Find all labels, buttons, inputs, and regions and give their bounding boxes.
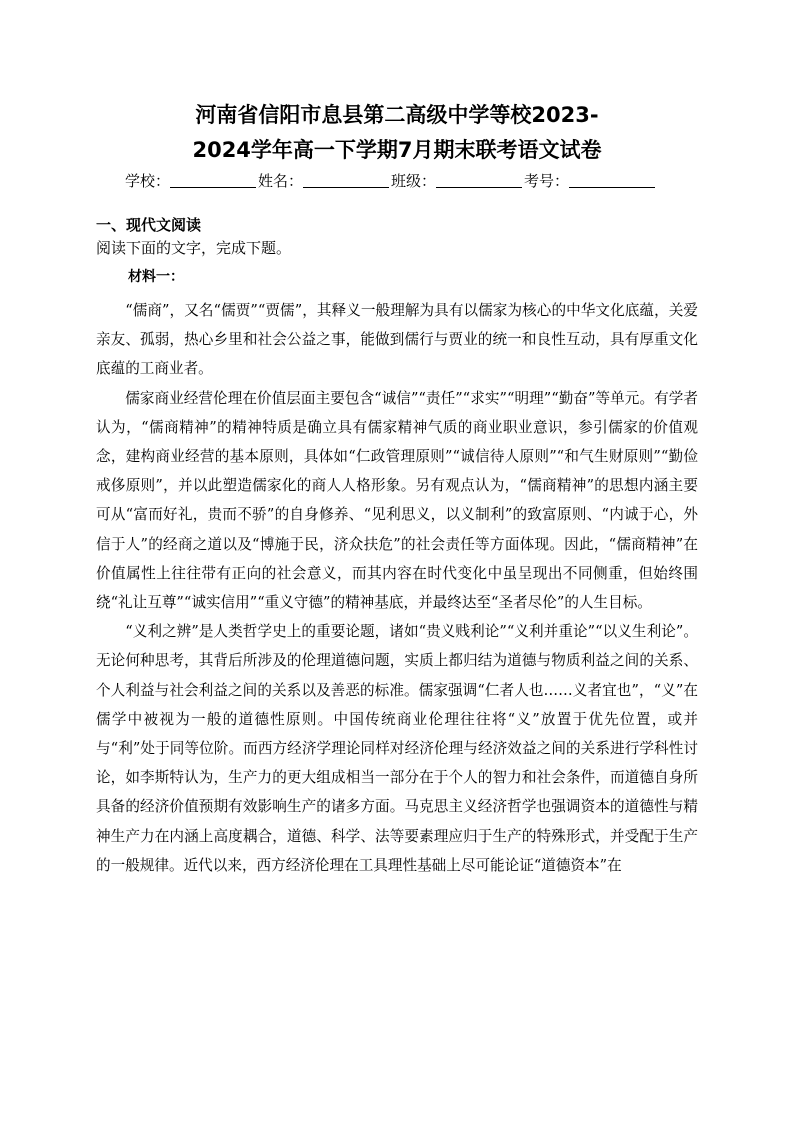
passage-paragraph-2: 儒家商业经营伦理在价值层面主要包含“诚信”“责任”“求实”“明理”“勤奋”等单元。有学者认为，“儒商精神”的精神特质是确立具有儒家精神气质的商业职业意识，参引儒家的价值观念，建构商业经营的基本原则，具体如“仁政管理原则”“诚信待人原则”“和气生财原则”“勤俭戒侈原则”，并以此塑造儒家化的商人人格形象。另有观点认为，“儒商精神”的思想内涵主要可从“富而好礼，贵而不骄”的自身修养、“见利思义，以义制利”的致富原则、“内诚于心，外信于人”的经商之道以及“博施于民，济众扶危”的社会责任等方面体现。因此，“儒商精神”在价值属性上往往带有正向的社会意义，而其内容在时代变化中虽呈现出不同侧重，但始终围绕“礼让互尊”“诚实信用”“重义守德”的精神基底，并最终达至“圣者尽伦”的人生目标。 (96, 389, 698, 612)
exam-number-label: 考号： (524, 172, 570, 190)
document-title-line-2: 2024学年高一下学期7月期末联考语文试卷 (192, 138, 602, 162)
section-heading: 一、现代文阅读 (96, 216, 202, 234)
material-label: 材料一： (128, 269, 184, 285)
school-label: 学校： (125, 172, 171, 190)
name-label: 姓名： (258, 172, 304, 190)
reading-passage (96, 296, 698, 880)
document-title-line-1: 河南省信阳市息县第二高级中学等校2023- (195, 103, 599, 127)
student-info-line (125, 170, 685, 192)
passage-paragraph-1: “儒商”，又名“儒贾”“贾儒”，其释义一般理解为具有以儒家为核心的中华文化底蕴，关爱亲友、孤弱，热心乡里和社会公益之事，能做到儒行与贾业的统一和良性互动，具有厚重文化底蕴的工商业者。 (96, 302, 698, 378)
name-blank[interactable] (303, 173, 389, 188)
class-blank[interactable] (436, 173, 522, 188)
passage-paragraph-3: “义利之辨”是人类哲学史上的重要论题，诸如“贵义贱利论”“义利并重论”“以义生利论”。无论何种思考，其背后所涉及的伦理道德问题，实质上都归结为道德与物质利益之间的关系、个人利益与社会利益之间的关系以及善恶的标准。儒家强调“仁者人也……义者宜也”，“义”在儒学中被视为一般的道德性原则。中国传统商业伦理往往将“义”放置于优先位置，或并与“利”处于同等位阶。而西方经济学理论同样对经济伦理与经济效益之间的关系进行学科性讨论，如李斯特认为，生产力的更大组成相当一部分在于个人的智力和社会条件，而道德自身所具备的经济价值预期有效影响生产的诸多方面。马克思主义经济哲学也强调资本的道德性与精神生产力在内涵上高度耦合，道德、科学、法等要素理应归于生产的特殊形式，并受配于生产的一般规律。近代以来，西方经济伦理在工具理性基础上尽可能论证“道德资本”在 (96, 623, 698, 874)
instruction-text: 阅读下面的文字，完成下题。 (96, 239, 292, 257)
class-label: 班级： (391, 172, 437, 190)
school-blank[interactable] (170, 173, 256, 188)
exam-number-blank[interactable] (569, 173, 655, 188)
